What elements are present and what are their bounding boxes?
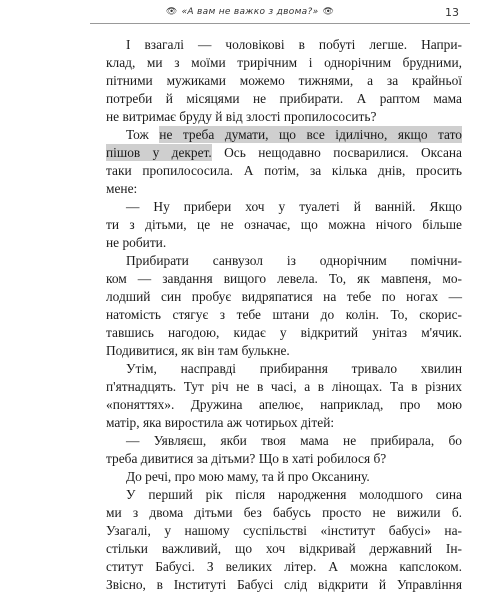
body-text: [106, 36, 462, 594]
text-line: мене:: [106, 181, 138, 196]
text-line: Подивитися, як він там булькне.: [106, 343, 290, 358]
text-line: натомість стягує з тебе штани до колін. То, скорис-: [106, 307, 462, 322]
text-line: Звісно, в Інституті Бабусі слід відкрити й Управління: [106, 577, 462, 592]
text-line: — Уявляєш, якби твоя мама не прибирала, бо: [126, 433, 462, 448]
text-line: Прибирати санвузол із однорічним помічни-: [126, 253, 462, 268]
running-head: [0, 7, 500, 21]
text-line: ститут Бабусі. З великих літер. А можна капслоком.: [106, 559, 462, 574]
text-line: ми з двома дітьми без бабусь просто не вижили б.: [106, 505, 462, 520]
text-line: Утім, насправді прибирання тривало хвилин: [126, 361, 462, 376]
text-fragment: Ось нещодавно посварилися. Оксана: [211, 145, 463, 160]
text-line: У перший рік після народження молодшого сина: [126, 487, 462, 502]
running-title-text: «А вам не важко з двома?»: [181, 7, 319, 17]
text-line: До речі, про мою маму, та й про Оксанину.: [126, 469, 370, 484]
text-line: лодший син пробує видряпатися на тебе по ногах —: [106, 289, 462, 304]
text-line: треба дивитися за дітьми? Що в хаті робилося б?: [106, 451, 387, 466]
text-line: І взагалі — чоловікові в побуті легше. Напри-: [126, 37, 462, 52]
text-line: пітними мужиками можемо тижнями, а за крайньої: [106, 73, 462, 88]
text-line: ти з дітьми, це не означає, що можна нічого більше: [106, 217, 462, 232]
text-line: матір, яка виростила аж чотирьох дітей:: [106, 415, 335, 430]
text-line: «поняттях». Дружина апелює, наприклад, про мою: [106, 397, 462, 412]
text-line: стільки важливий, що хоч відкривай державний Ін-: [106, 541, 462, 556]
eye-ornament-right-icon: 👁: [322, 7, 335, 17]
text-fragment: Тож: [126, 127, 160, 142]
text-line: Узагалі, у нашому суспільстві «інститут бабусі» на-: [106, 523, 462, 538]
text-line: не витримає бруду й від злості пропилососить?: [106, 109, 377, 124]
page-number: 13: [445, 6, 459, 19]
highlighted-text: пішов у декрет.: [106, 145, 212, 160]
highlighted-text: не треба думати, що все ідилічно, якщо тато: [159, 127, 462, 142]
text-line: потреби й місяцями не прибирати. А раптом мама: [106, 91, 462, 106]
text-line: тавшись нагодою, кидає у відкритий унітаз м'ячик.: [106, 325, 462, 340]
text-line-highlight-start: [106, 126, 462, 144]
text-line: не робити.: [106, 235, 167, 250]
header-rule: [90, 23, 470, 24]
text-line-highlight-end: [106, 144, 462, 162]
text-line: — Ну прибери хоч у туалеті й ванній. Якщо: [126, 199, 462, 214]
text-line: таки пропилососила. А потім, за кілька днів, просить: [106, 163, 462, 178]
running-title: [0, 7, 500, 17]
text-line: п'ятнадцять. Тут річ не в часі, а в лінощах. Та в різних: [106, 379, 462, 394]
eye-ornament-left-icon: 👁: [165, 7, 178, 17]
text-line: клад, ми з моїми трирічним і однорічним брудними,: [106, 55, 462, 70]
text-line: ком — завдання вищого левела. То, як мавпеня, мо-: [106, 271, 462, 286]
